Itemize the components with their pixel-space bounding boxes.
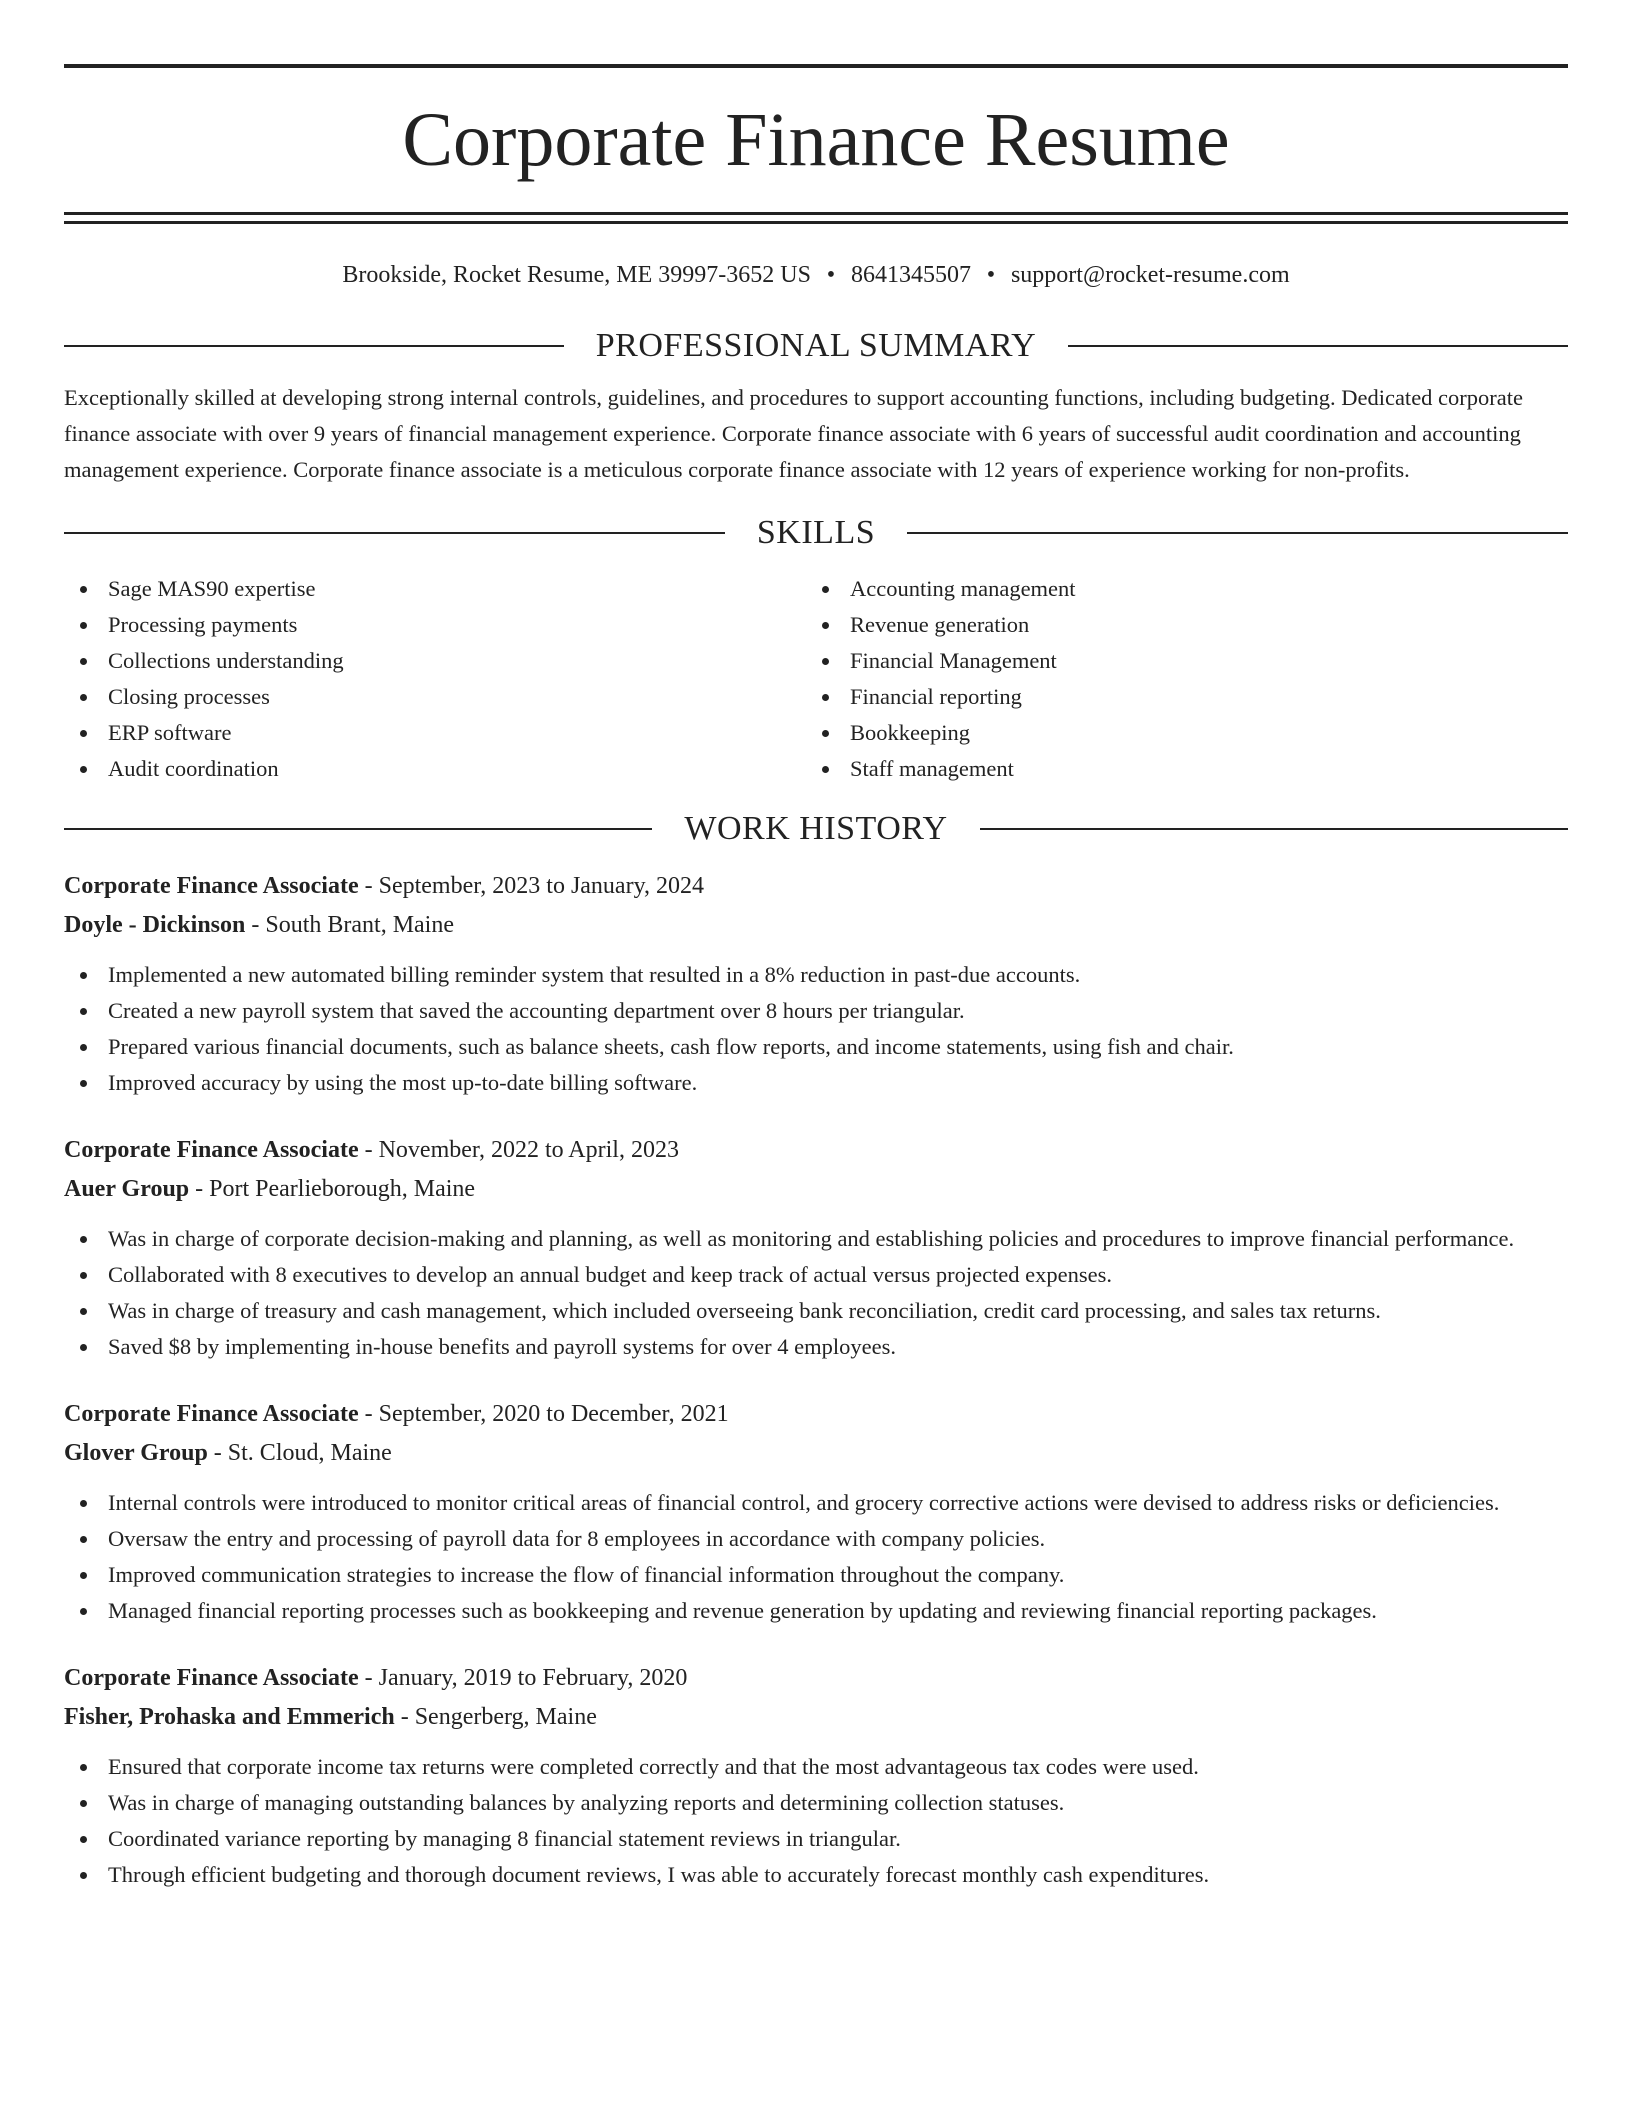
job-bullet: Was in charge of managing outstanding balances by analyzing reports and determining collection statuses. — [64, 1785, 1568, 1821]
skills-heading — [64, 511, 1568, 555]
job-bullet: Implemented a new automated billing reminder system that resulted in a 8% reduction in past-due accounts. — [64, 957, 1568, 993]
contact-address: Brookside, Rocket Resume, ME 39997-3652 US — [342, 262, 811, 288]
job-title-line — [64, 1131, 1568, 1170]
job-bullet: Saved $8 by implementing in-house benefits and payroll systems for over 4 employees. — [64, 1329, 1568, 1365]
job-location: - St. Cloud, Maine — [207, 1439, 392, 1466]
job-company: Auer Group — [64, 1175, 190, 1202]
job-bullet: Managed financial reporting processes such as bookkeeping and revenue generation by updating and reviewing financial reporting packages. — [64, 1593, 1568, 1629]
skill-item: Revenue generation — [806, 607, 1548, 643]
contact-email: support@rocket-resume.com — [1010, 262, 1290, 288]
top-rule — [64, 64, 1568, 68]
job-company: Fisher, Prohaska and Emmerich — [64, 1703, 395, 1730]
skill-item: Sage MAS90 expertise — [64, 571, 806, 607]
contact-separator: • — [986, 262, 996, 288]
job-dates: - September, 2023 to January, 2024 — [358, 872, 705, 899]
job-company-line — [64, 1434, 1568, 1473]
job-title-line — [64, 1659, 1568, 1698]
job-title: Corporate Finance Associate — [64, 1400, 359, 1427]
job-bullet: Ensured that corporate income tax returns were completed correctly and that the most advantageous tax codes were used. — [64, 1749, 1568, 1785]
heading-rule — [64, 532, 725, 534]
skill-item: Collections understanding — [64, 643, 806, 679]
job-company: Glover Group — [64, 1439, 208, 1466]
summary-text: Exceptionally skilled at developing strong internal controls, guidelines, and procedures to support accounting functions, including budgeting. Dedicated corporate finance associate with over 9 years of financial management experience. Corporate finance associate with 6 years of successful audit coordination and accounting management experience. Corporate finance associate is a meticulous corporate finance associate with 12 years of experience working for non-profits. — [64, 385, 1523, 482]
job-company-line — [64, 1170, 1568, 1209]
job-bullet: Internal controls were introduced to monitor critical areas of financial control, and grocery corrective actions were devised to address risks or deficiencies. — [64, 1485, 1568, 1521]
job-bullets — [64, 957, 1568, 1101]
summary-heading — [64, 324, 1568, 368]
skill-item: Processing payments — [64, 607, 806, 643]
job-bullet: Collaborated with 8 executives to develop an annual budget and keep track of actual versus projected expenses. — [64, 1257, 1568, 1293]
job-company-line — [64, 1698, 1568, 1737]
contact-line — [64, 260, 1568, 290]
job-bullets — [64, 1485, 1568, 1629]
job-title: Corporate Finance Associate — [64, 872, 359, 899]
job-title: Corporate Finance Associate — [64, 1136, 359, 1163]
job-dates: - November, 2022 to April, 2023 — [358, 1136, 679, 1163]
job-location: - Sengerberg, Maine — [394, 1703, 597, 1730]
heading-rule — [907, 532, 1568, 534]
contact-phone: 8641345507 — [850, 262, 971, 288]
work-heading-label: WORK HISTORY — [684, 809, 948, 847]
skill-item: Closing processes — [64, 679, 806, 715]
skill-item: Staff management — [806, 751, 1548, 787]
job-dates: - September, 2020 to December, 2021 — [358, 1400, 729, 1427]
double-rule — [64, 212, 1568, 224]
job-location: - South Brant, Maine — [245, 911, 454, 938]
work-heading — [64, 807, 1568, 851]
skill-item: Financial reporting — [806, 679, 1548, 715]
job-bullet: Prepared various financial documents, such as balance sheets, cash flow reports, and income statements, using fish and chair. — [64, 1029, 1568, 1065]
heading-rule — [1068, 345, 1568, 347]
job-entry — [64, 1659, 1568, 1893]
job-bullet: Coordinated variance reporting by managing 8 financial statement reviews in triangular. — [64, 1821, 1568, 1857]
skills-heading-label: SKILLS — [756, 513, 876, 551]
heading-rule — [980, 828, 1568, 830]
job-location: - Port Pearlieborough, Maine — [189, 1175, 476, 1202]
skills-column-right — [806, 571, 1548, 787]
job-entry — [64, 1131, 1568, 1365]
skills-list — [64, 571, 1568, 787]
job-company-line — [64, 906, 1568, 945]
job-entry — [64, 1395, 1568, 1629]
header — [64, 64, 1568, 224]
resume-title: Corporate Finance Resume — [402, 98, 1230, 182]
job-bullets — [64, 1221, 1568, 1365]
job-title: Corporate Finance Associate — [64, 1664, 359, 1691]
contact-separator: • — [826, 262, 836, 288]
skill-item: Bookkeeping — [806, 715, 1548, 751]
skill-item: Financial Management — [806, 643, 1548, 679]
skills-column-left — [64, 571, 806, 787]
job-bullet: Oversaw the entry and processing of payroll data for 8 employees in accordance with company policies. — [64, 1521, 1568, 1557]
job-bullet: Improved accuracy by using the most up-to-date billing software. — [64, 1065, 1568, 1101]
skill-item: Audit coordination — [64, 751, 806, 787]
job-title-line — [64, 867, 1568, 906]
job-bullet: Through efficient budgeting and thorough document reviews, I was able to accurately forecast monthly cash expenditures. — [64, 1857, 1568, 1893]
job-dates: - January, 2019 to February, 2020 — [358, 1664, 688, 1691]
job-bullet: Was in charge of treasury and cash management, which included overseeing bank reconciliation, credit card processing, and sales tax returns. — [64, 1293, 1568, 1329]
job-bullet: Improved communication strategies to increase the flow of financial information throughout the company. — [64, 1557, 1568, 1593]
job-bullet: Was in charge of corporate decision-making and planning, as well as monitoring and establishing policies and procedures to improve financial performance. — [64, 1221, 1568, 1257]
job-bullets — [64, 1749, 1568, 1893]
job-bullet: Created a new payroll system that saved the accounting department over 8 hours per triangular. — [64, 993, 1568, 1029]
skill-item: Accounting management — [806, 571, 1548, 607]
resume-page — [64, 0, 1568, 1893]
job-entry — [64, 867, 1568, 1101]
job-title-line — [64, 1395, 1568, 1434]
skill-item: ERP software — [64, 715, 806, 751]
job-company: Doyle - Dickinson — [64, 911, 246, 938]
summary-heading-label: PROFESSIONAL SUMMARY — [595, 327, 1037, 364]
heading-rule — [64, 345, 564, 347]
heading-rule — [64, 828, 652, 830]
